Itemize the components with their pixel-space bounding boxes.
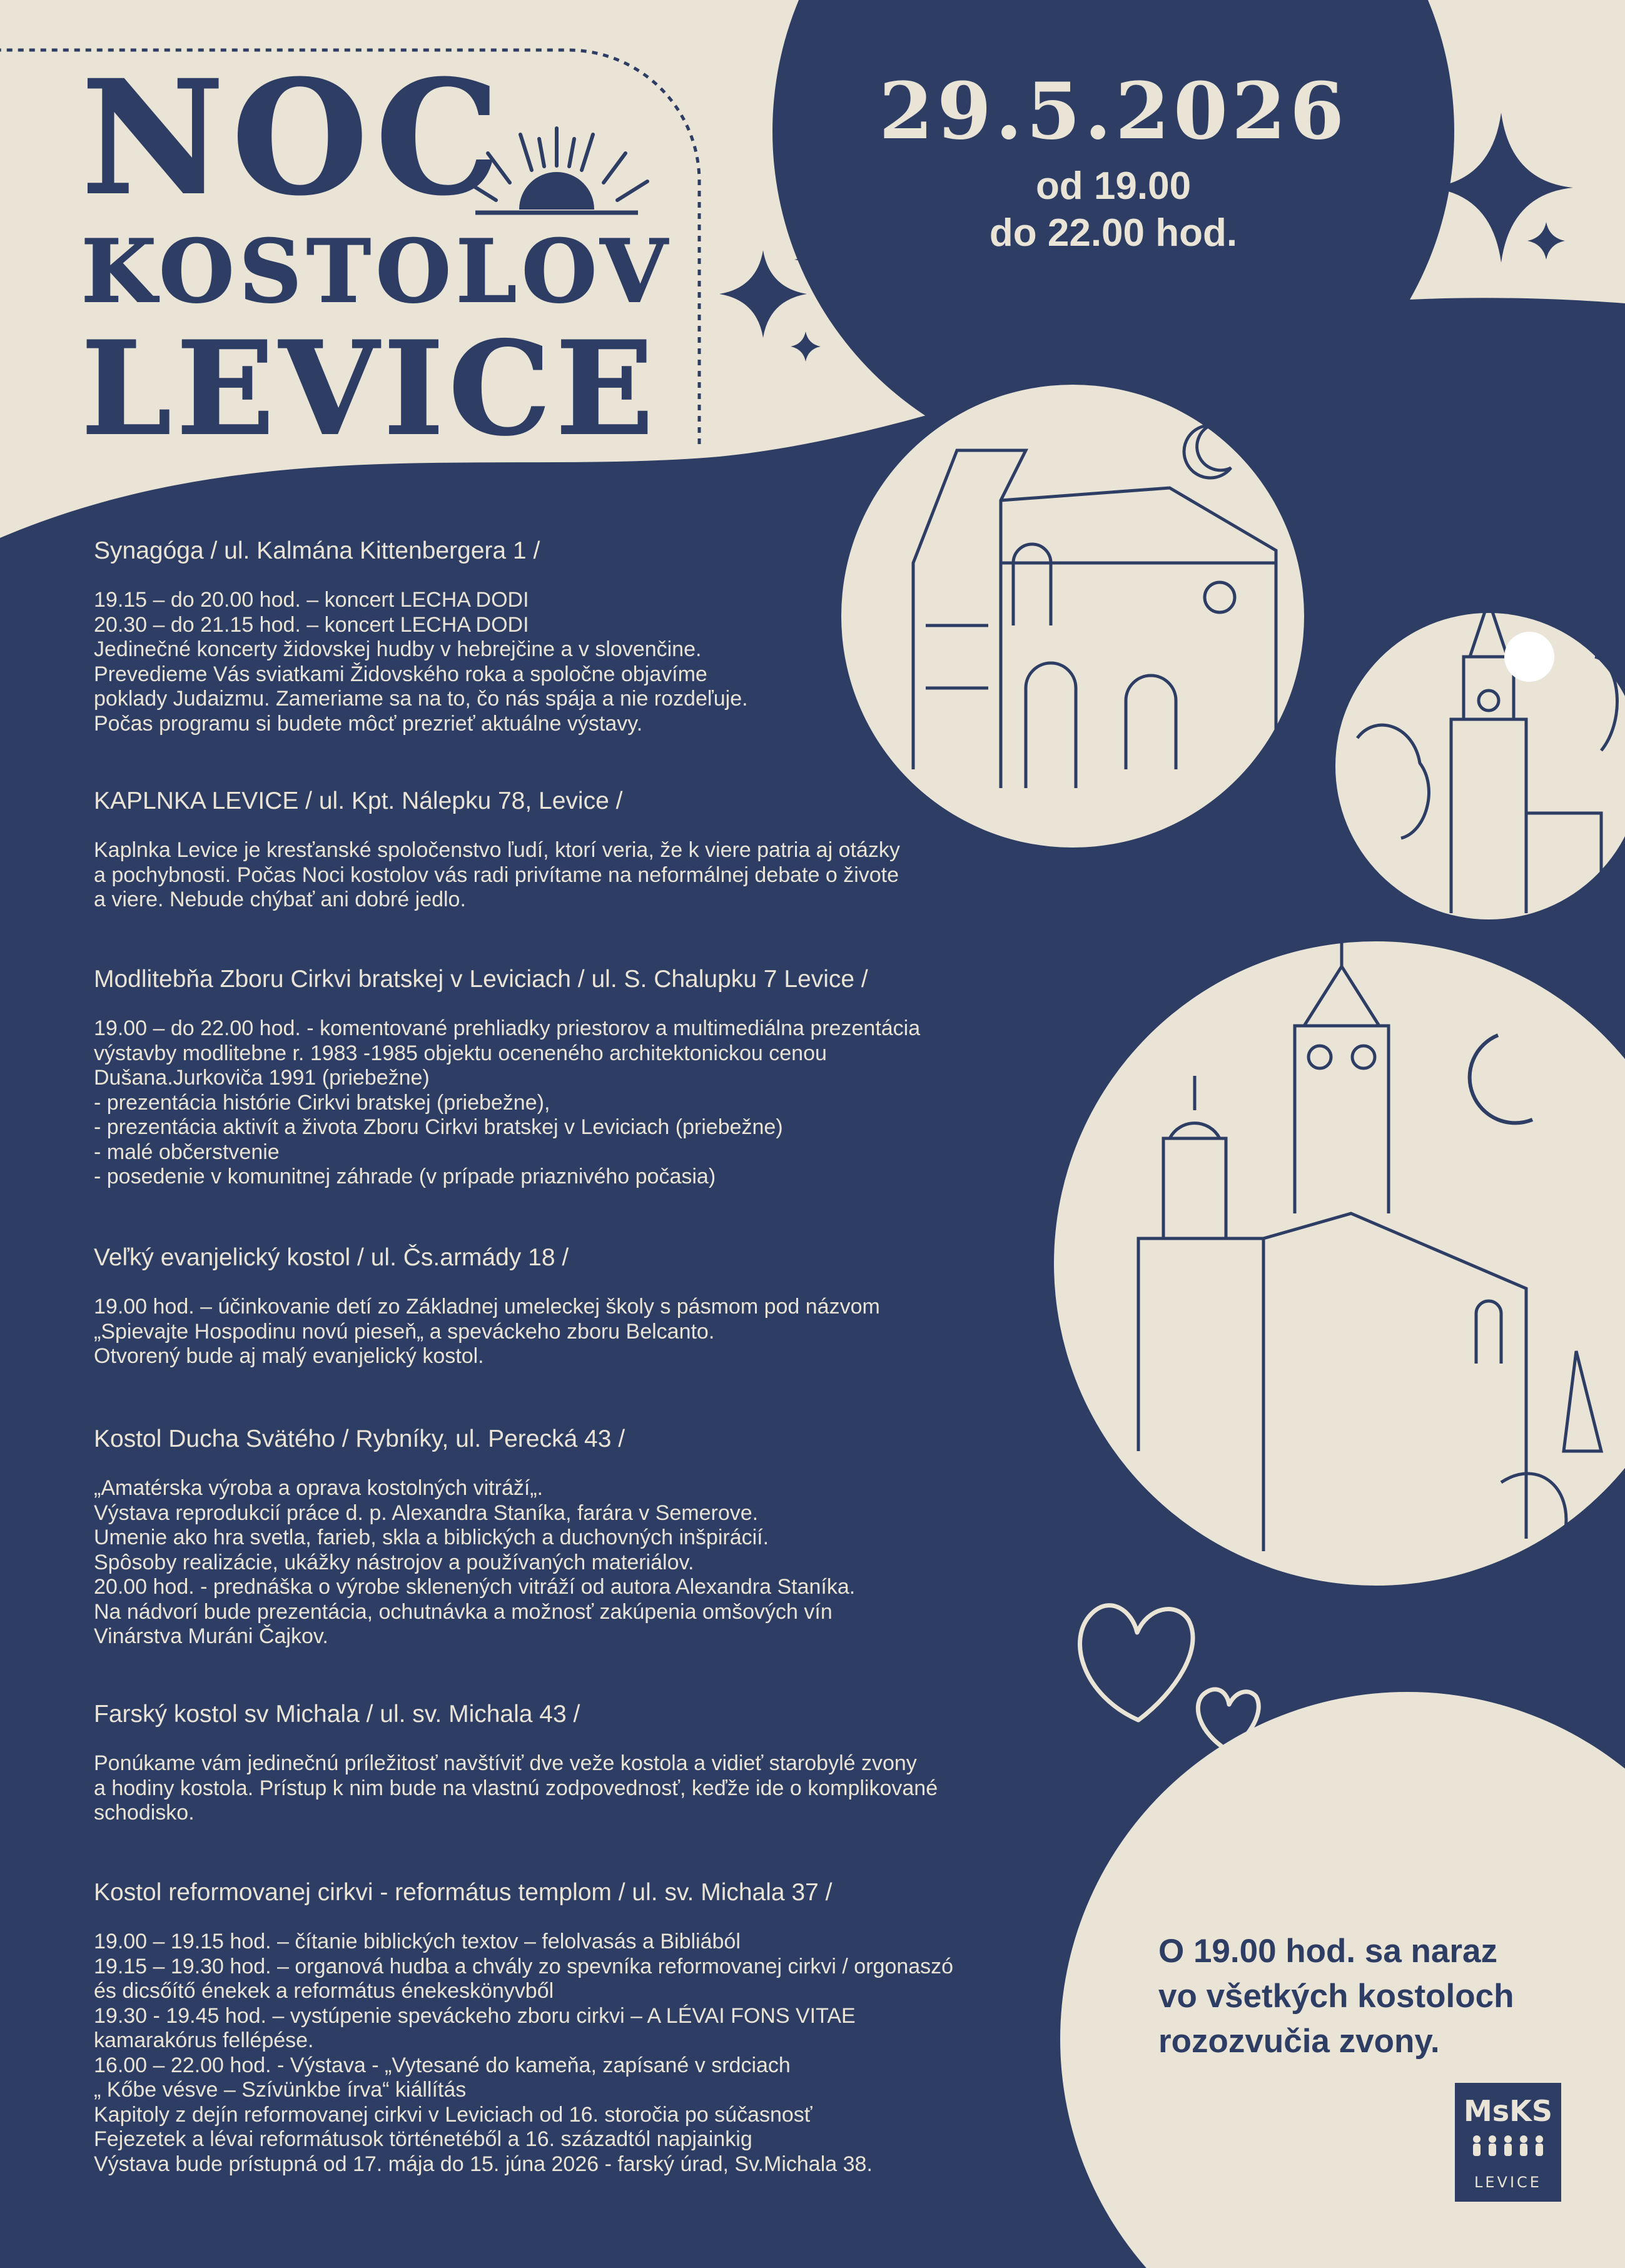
section-title: Veľký evanjelický kostol / ul. Čs.armády 18 / <box>94 1244 569 1271</box>
moon-icon <box>1504 632 1554 682</box>
church-circle-2 <box>1335 575 1625 919</box>
section-title: KAPLNKA LEVICE / ul. Kpt. Nálepku 78, Levice / <box>94 787 623 814</box>
program-section-evanjelicky <box>94 1243 1070 1369</box>
program-section-ducha-svateho <box>94 1425 1070 1649</box>
section-body: „Amatérska výroba a oprava kostolných vitráží„. Výstava reprodukcií práce d. p. Alexandra Staníka, farára v Semerove. Umenie ako hra svetla, farieb, skla a biblických a duchovných inšpirácií. Spôsoby realizácie, ukážky nástrojov a používaných materiálov. 20.00 hod. - prednáška o výrobe sklenených vitráží od autora Alexandra Staníka. Na nádvorí bude prezentácia, ochutnávka a možnosť zakúpenia omšových vín Vinárstva Muráni Čajkov. <box>94 1476 856 1648</box>
program-section-modlitebna <box>94 965 1070 1190</box>
section-title: Kostol reformovanej cirkvi - református templom / ul. sv. Michala 37 / <box>94 1879 833 1906</box>
event-time-from: od 19.00 <box>1035 165 1192 208</box>
section-body: 19.00 hod. – účinkovanie detí zo Základnej umeleckej školy s pásmom pod názvom „Spievajte Hospodinu novú pieseň„ a speváckeho zboru Belcanto. Otvorený bude aj malý evanjelický kostol. <box>94 1295 880 1368</box>
event-date: 29.5.2026 <box>879 66 1348 157</box>
section-body: Ponúkame vám jedinečnú príležitosť navštíviť dve veže kostola a vidieť starobylé zvony a hodiny kostola. Prístup k nim bude na vlastnú zodpovednosť, keďže ide o komplikované schodisko. <box>94 1751 938 1825</box>
title-kostolov: KOSTOLOV <box>81 220 672 322</box>
program-section-reformovana <box>94 1878 1070 2177</box>
section-title: Kostol Ducha Svätého / Rybníky, ul. Perecká 43 / <box>94 1425 625 1452</box>
section-body: 19.00 – do 22.00 hod. - komentované prehliadky priestorov a multimediálna prezentácia výstavby modlitebne r. 1983 -1985 objektu oceneného architektonickou cenou Dušana.Jurkoviča 1991 (priebežne) - prezentácia histórie Cirkvi bratskej (priebežne), - prezentácia aktivít a života Zboru Cirkvi bratskej v Leviciach (priebežne) - malé občerstvenie - posedenie v komunitnej záhrade (v prípade priaznivého počasia) <box>94 1016 921 1188</box>
hearts <box>1080 1606 1259 1751</box>
section-title: Modlitebňa Zboru Cirkvi bratskej v Leviciach / ul. S. Chalupku 7 Levice / <box>94 966 868 993</box>
section-title: Synagóga / ul. Kalmána Kittenbergera 1 / <box>94 537 540 564</box>
section-body: 19.15 – do 20.00 hod. – koncert LECHA DODI 20.30 – do 21.15 hod. – koncert LECHA DODI Jedinečné koncerty židovskej hudby v hebrejčine a v slovenčine. Prevedieme Vás sviatkami Židovského roka a spoločne objavíme poklady Judaizmu. Zameriame sa na to, čo nás spája a nie rozdeľuje. Počas programu si budete môcť prezrieť aktuálne výstavy. <box>94 588 748 736</box>
logo-mark: MsKS <box>1464 2094 1552 2128</box>
church-circle-3 <box>1054 932 1625 1586</box>
section-title: Farský kostol sv Michala / ul. sv. Michala 43 / <box>94 1701 580 1728</box>
section-body: Kaplnka Levice je kresťanské spoločenstvo ľudí, ktorí veria, že k viere patria aj otázky a pochybnosti. Počas Noci kostolov vás radi privítame na neformálnej debate o živote a viere. Nebude chýbať ani dobré jedlo. <box>94 838 900 911</box>
msks-logo <box>1455 2083 1561 2202</box>
logo-people-icon <box>1467 2134 1549 2157</box>
event-time-to: do 22.00 hod. <box>989 211 1238 255</box>
logo-city: LEVICE <box>1474 2174 1542 2191</box>
program-section-farsky <box>94 1700 1070 1826</box>
heart-icon <box>1080 1606 1193 1720</box>
title-levice: LEVICE <box>81 314 659 464</box>
section-body: 19.00 – 19.15 hod. – čítanie biblických textov – felolvasás a Bibliából 19.15 – 19.30 hod. – organová hudba a chvály zo spevníka reformovanej cirkvi / orgonaszó és dicsőítő énekek a református énekeskönyvből 19.30 - 19.45 hod. – vystúpenie speváckeho zboru cirkvi – A LÉVAI FONS VITAE kamarakórus fellépése. 16.00 – 22.00 hod. - Výstava - „Vytesané do kameňa, zapísané v srdciach „ Kőbe vésve – Szívünkbe írva“ kiállítás Kapitoly z dejín reformovanej cirkvi v Leviciach od 16. storočia po súčasnosť Fejezetek a lévai reformátusok történetéből a 16. századtól napjainkig Výstava bude prístupná od 17. mája do 15. júna 2026 - farský úrad, Sv.Michala 38. <box>94 1930 954 2176</box>
program-section-kaplnka <box>94 787 1070 913</box>
bell-note: O 19.00 hod. sa naraz vo všetkých kostoloch rozozvučia zvony. <box>1158 1933 1514 2060</box>
title-noc: NOC <box>81 46 508 230</box>
program-section-synagoga <box>94 537 1070 736</box>
